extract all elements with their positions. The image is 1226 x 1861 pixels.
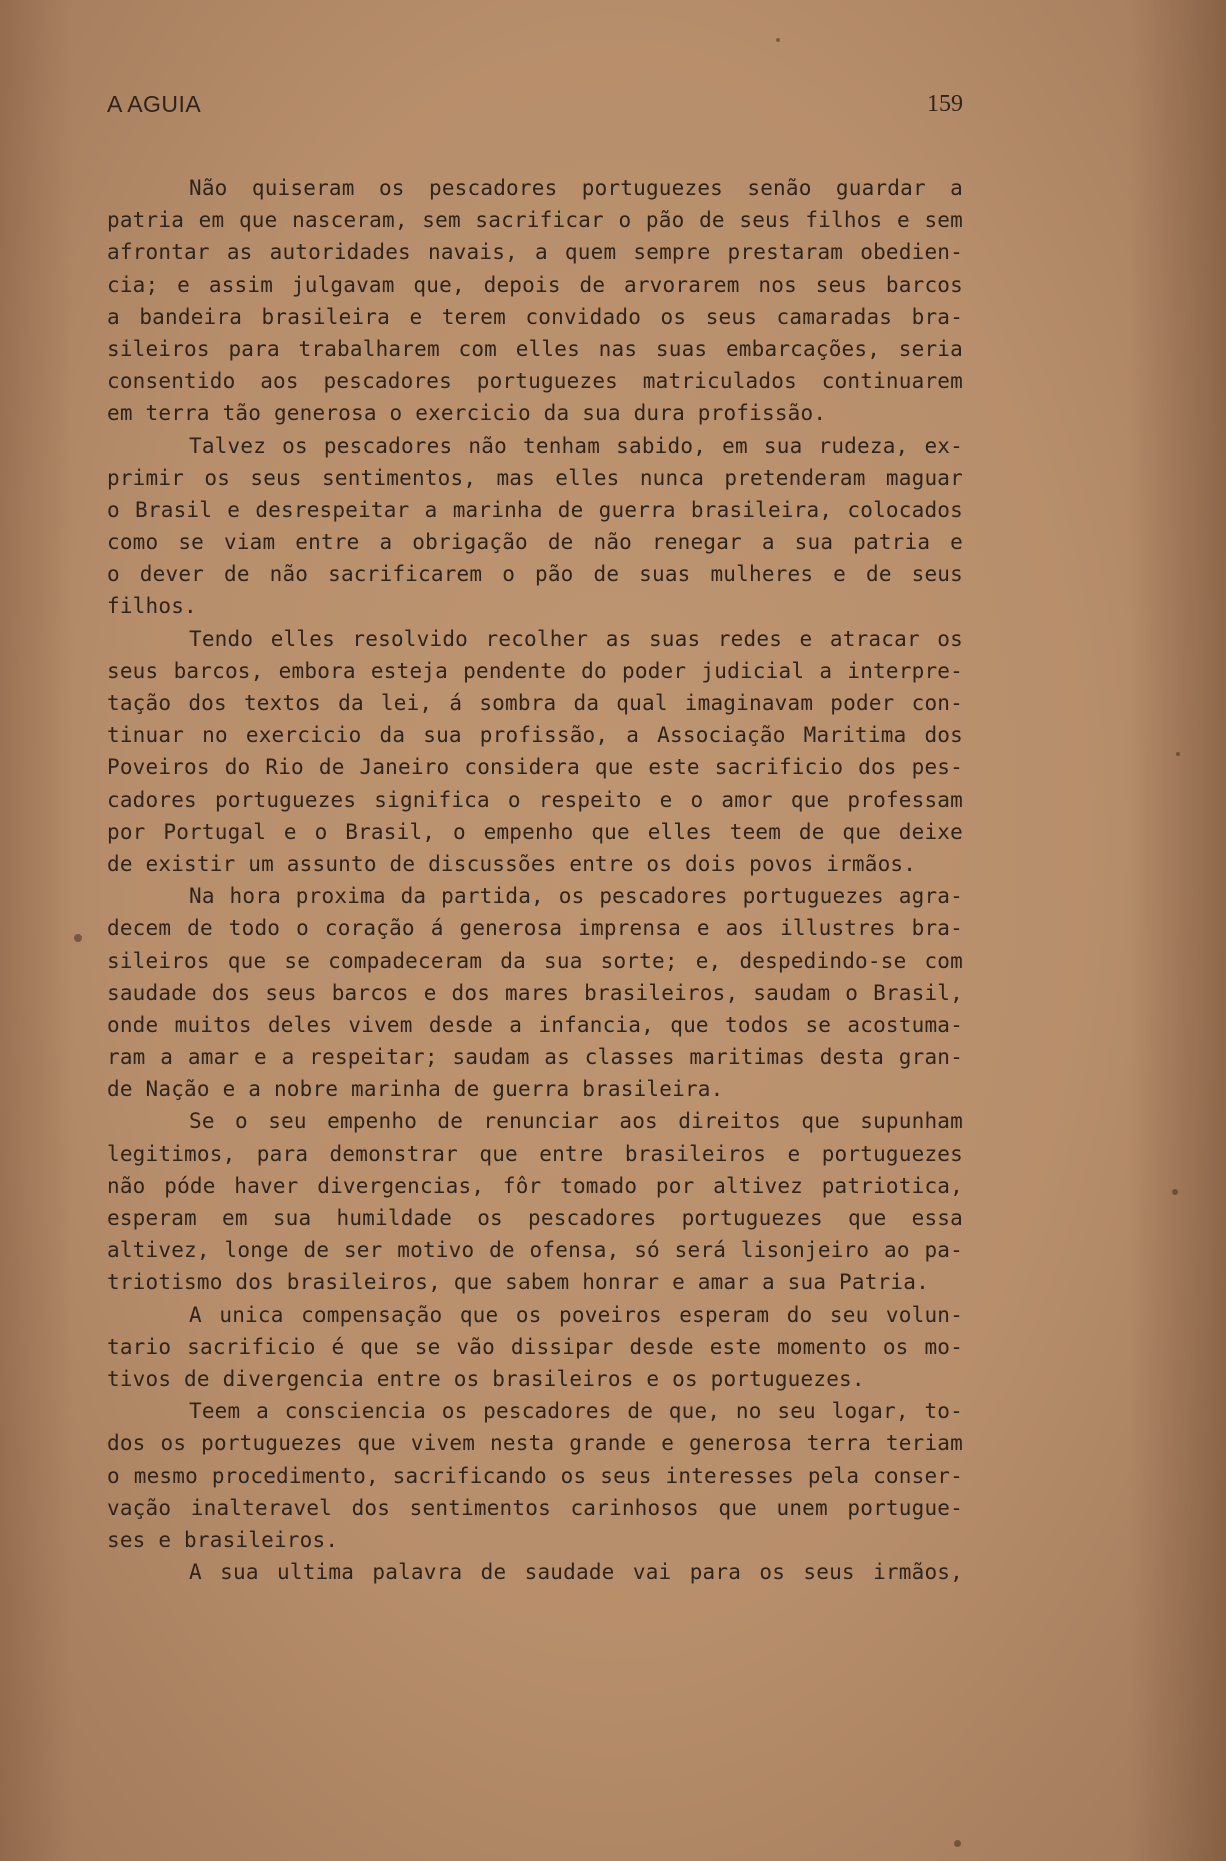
text-line: vação inalteravel dos sentimentos carinhosos que unem portugue- [107,1495,963,1520]
text-line: de existir um assunto de discussões entre os dois povos irmãos. [107,851,917,876]
running-title: A AGUIA [107,91,202,117]
ink-speck [1176,752,1180,756]
text-line: A sua ultima palavra de saudade vai para os seus irmãos, [189,1560,963,1585]
text-line: cia; e assim julgavam que, depois de arvorarem nos seus barcos [107,272,963,297]
text-line: tação dos textos da lei, á sombra da qual imaginavam poder con- [107,691,963,715]
text-line: Poveiros do Rio de Janeiro considera que este sacrificio dos pes- [107,755,963,780]
ink-speck [74,934,82,942]
text-line: o dever de não sacrificarem o pão de suas mulheres e de seus [107,562,963,587]
text-line: tivos de divergencia entre os brasileiros e os portuguezes. [107,1366,865,1391]
text-line: em terra tão generosa o exercicio da sua dura profissão. [107,401,827,426]
text-line: como se viam entre a obrigação de não renegar a sua patria e [107,530,963,555]
text-line: não póde haver divergencias, fôr tomado por altivez patriotica, [107,1173,963,1198]
ink-speck [954,1840,961,1847]
text-line: decem de todo o coração á generosa imprensa e aos illustres bra- [107,916,963,941]
text-line: filhos. [107,594,197,619]
text-line: Não quiseram os pescadores portuguezes senão guardar a [189,176,963,200]
text-line: legitimos, para demonstrar que entre brasileiros e portuguezes [107,1141,963,1166]
text-line: Teem a consciencia os pescadores de que, no seu logar, to- [189,1399,963,1424]
text-line: primir os seus sentimentos, mas elles nunca pretenderam maguar [107,465,963,490]
page-number: 159 [927,91,963,117]
text-line: por Portugal e o Brasil, o empenho que elles teem de que deixe [107,819,963,844]
ink-speck [1172,1189,1178,1195]
text-line: ram a amar e a respeitar; saudam as classes maritimas desta gran- [107,1045,963,1070]
text-line: sileiros para trabalharem com elles nas suas embarcações, seria [107,336,963,361]
text-line: o mesmo procedimento, sacrificando os seus interesses pela conser- [107,1463,963,1488]
text-line: tinuar no exercicio da sua profissão, a Associação Maritima dos [107,723,963,748]
text-line: afrontar as autoridades navais, a quem sempre prestaram obedien- [107,240,963,265]
text-line: tario sacrificio é que se vão dissipar desde este momento os mo- [107,1334,963,1359]
text-line: de Nação e a nobre marinha de guerra brasileira. [107,1077,724,1102]
article-body [107,172,963,1588]
text-line: cadores portuguezes significa o respeito e o amor que professam [107,787,963,812]
text-line: Talvez os pescadores não tenham sabido, em sua rudeza, ex- [189,433,963,458]
text-line: esperam em sua humildade os pescadores portuguezes que essa [107,1206,963,1230]
text-line: a bandeira brasileira e terem convidado os seus camaradas bra- [107,304,963,329]
text-line: Se o seu empenho de renunciar aos direitos que supunham [189,1109,963,1134]
ink-speck [776,38,780,42]
running-header [107,91,963,123]
text-line: consentido aos pescadores portuguezes matriculados continuarem [107,369,963,394]
text-line: Tendo elles resolvido recolher as suas redes e atracar os [189,626,963,651]
text-line: dos os portuguezes que vivem nesta grande e generosa terra teriam [107,1431,963,1456]
text-line: onde muitos deles vivem desde a infancia, que todos se acostuma- [107,1012,963,1037]
text-line: o Brasil e desrespeitar a marinha de guerra brasileira, colocados [107,497,963,522]
text-line: seus barcos, embora esteja pendente do poder judicial a interpre- [107,658,963,683]
text-line: ses e brasileiros. [107,1527,339,1552]
text-line: saudade dos seus barcos e dos mares brasileiros, saudam o Brasil, [107,980,963,1005]
text-line: triotismo dos brasileiros, que sabem honrar e amar a sua Patria. [107,1270,929,1295]
text-line: Na hora proxima da partida, os pescadores portuguezes agra- [189,884,963,909]
text-line: patria em que nasceram, sem sacrificar o pão de seus filhos e sem [107,208,963,233]
text-line: sileiros que se compadeceram da sua sorte; e, despedindo-se com [107,948,963,973]
text-line: A unica compensação que os poveiros esperam do seu volun- [189,1302,963,1327]
text-line: altivez, longe de ser motivo de ofensa, só será lisonjeiro ao pa- [107,1238,963,1263]
